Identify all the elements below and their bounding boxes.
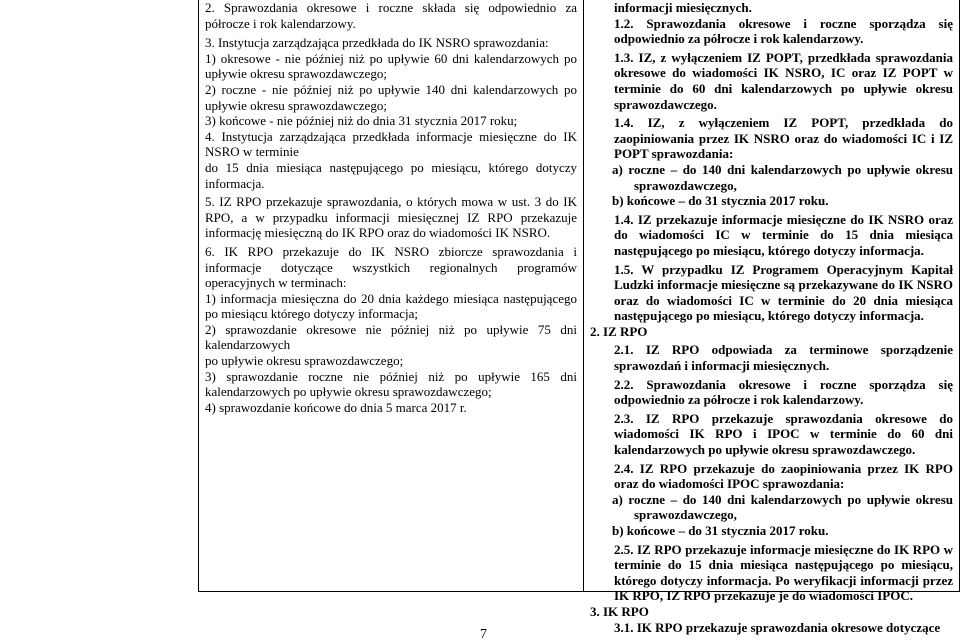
paragraph: 4) sprawozdanie końcowe do dnia 5 marca 2017 r. [205,399,467,415]
paragraph: 1.5. W przypadku IZ Programem Operacyjnym Kapitał Ludzki informacje miesięczne są przekazywane do IK NSRO oraz do wiadomości IC w terminie do 20 dnia miesiąca następującego po miesiącu, którego dotyczy informacja. [614,261,953,324]
paragraph: 2.3. IZ RPO przekazuje sprawozdania okresowe do wiadomości IK RPO i IPOC w terminie do 60 dni kalendarzowych po upływie okresu sprawozdawczego. [614,410,953,458]
paragraph: 2) sprawozdanie okresowe nie później niż po upływie 75 dni kalendarzowych [205,321,577,353]
list-item: b) końcowe – do 31 stycznia 2017 roku. [612,193,829,209]
paragraph: 1.4. IZ przekazuje informacje miesięczne do IK NSRO oraz do wiadomości IC w terminie do 15 dnia miesiąca następującego po miesiącu, którego dotyczy informacja. [614,211,953,258]
left-column [199,0,584,591]
paragraph: 1) okresowe - nie później niż po upływie 60 dni kalendarzowych po upływie okresu sprawozdawczego; [205,50,577,82]
paragraph: po upływie okresu sprawozdawczego; [205,353,404,369]
paragraph: 3.1. IK RPO przekazuje sprawozdania okresowe dotyczące [614,619,941,635]
paragraph: 3. Instytucja zarządzająca przedkłada do IK NSRO sprawozdania: [205,35,549,51]
paragraph: 1) informacja miesięczna do 20 dnia każdego miesiąca następującego po miesiącu którego dotyczy informacja; [205,290,577,322]
paragraph: informacji miesięcznych. [614,0,752,15]
paragraph: 2) roczne - nie później niż po upływie 140 dni kalendarzowych po upływie okresu sprawozdawczego; [205,81,577,113]
section-heading: 2. IZ RPO [590,323,648,339]
page-number: 7 [480,627,487,642]
document-table [198,0,960,635]
paragraph: 1.3. IZ, z wyłączeniem IZ POPT, przedkłada sprawozdania okresowe do wiadomości IK NSRO, IC oraz IZ POPT w terminie do 60 dni kalendarzowych po upływie okresu sprawozdawczego. [614,49,953,112]
paragraph: 2.1. IZ RPO odpowiada za terminowe sporządzenie sprawozdań i informacji miesięcznych. [614,342,953,374]
paragraph: 2.2. Sprawozdania okresowe i roczne sporządza się odpowiednio za półrocze i rok kalendarzowy. [614,376,953,408]
paragraph: 4. Instytucja zarządzająca przedkłada informacje miesięczne do IK NSRO w terminie [205,128,577,160]
paragraph: 6. IK RPO przekazuje do IK NSRO zbiorcze sprawozdania i informacje dotyczące wszystkich regionalnych programów operacyjnych w terminach: [205,243,577,291]
list-item: a) roczne – do 140 dni kalendarzowych po upływie okresu sprawozdawczego, [612,161,953,193]
paragraph: 2. Sprawozdania okresowe i roczne składa się odpowiednio za półrocze i rok kalendarzowy. [205,0,577,31]
right-column [584,0,959,635]
section-heading: 3. IK RPO [590,603,649,619]
paragraph: 5. IZ RPO przekazuje sprawozdania, o których mowa w ust. 3 do IK RPO, a w przypadku informacji miesięcznej IZ RPO przekazuje informację miesięczną do IK RPO oraz do wiadomości IK NSRO. [205,194,577,241]
list-item: b) końcowe – do 31 stycznia 2017 roku. [612,523,829,538]
paragraph: 1.2. Sprawozdania okresowe i roczne sporządza się odpowiednio za półrocze i rok kalendarzowy. [614,15,953,47]
paragraph: 2.5. IZ RPO przekazuje informacje miesięczne do IK RPO w terminie do 15 dnia miesiąca następującego po miesiącu, którego dotyczy informacja. Po weryfikacji informacji przez IK RPO, IZ RPO przekazuje je do wiadomości IPOC. [614,541,953,604]
paragraph: do 15 dnia miesiąca następującego po miesiącu, którego dotyczy informacja. [205,159,577,191]
paragraph: 3) końcowe - nie później niż do dnia 31 stycznia 2017 roku; [205,113,518,129]
paragraph: 3) sprawozdanie roczne nie później niż po upływie 165 dni kalendarzowych po upływie okresu sprawozdawczego; [205,368,577,400]
paragraph: 1.4. IZ, z wyłączeniem IZ POPT, przedkłada do zaopiniowania przez IK NSRO oraz do wiadomości IC i IZ POPT sprawozdania: [614,115,953,162]
paragraph: 2.4. IZ RPO przekazuje do zaopiniowania przez IK RPO oraz do wiadomości IPOC sprawozdania: [614,460,953,492]
list-item: a) roczne – do 140 dni kalendarzowych po upływie okresu sprawozdawczego, [612,491,953,523]
